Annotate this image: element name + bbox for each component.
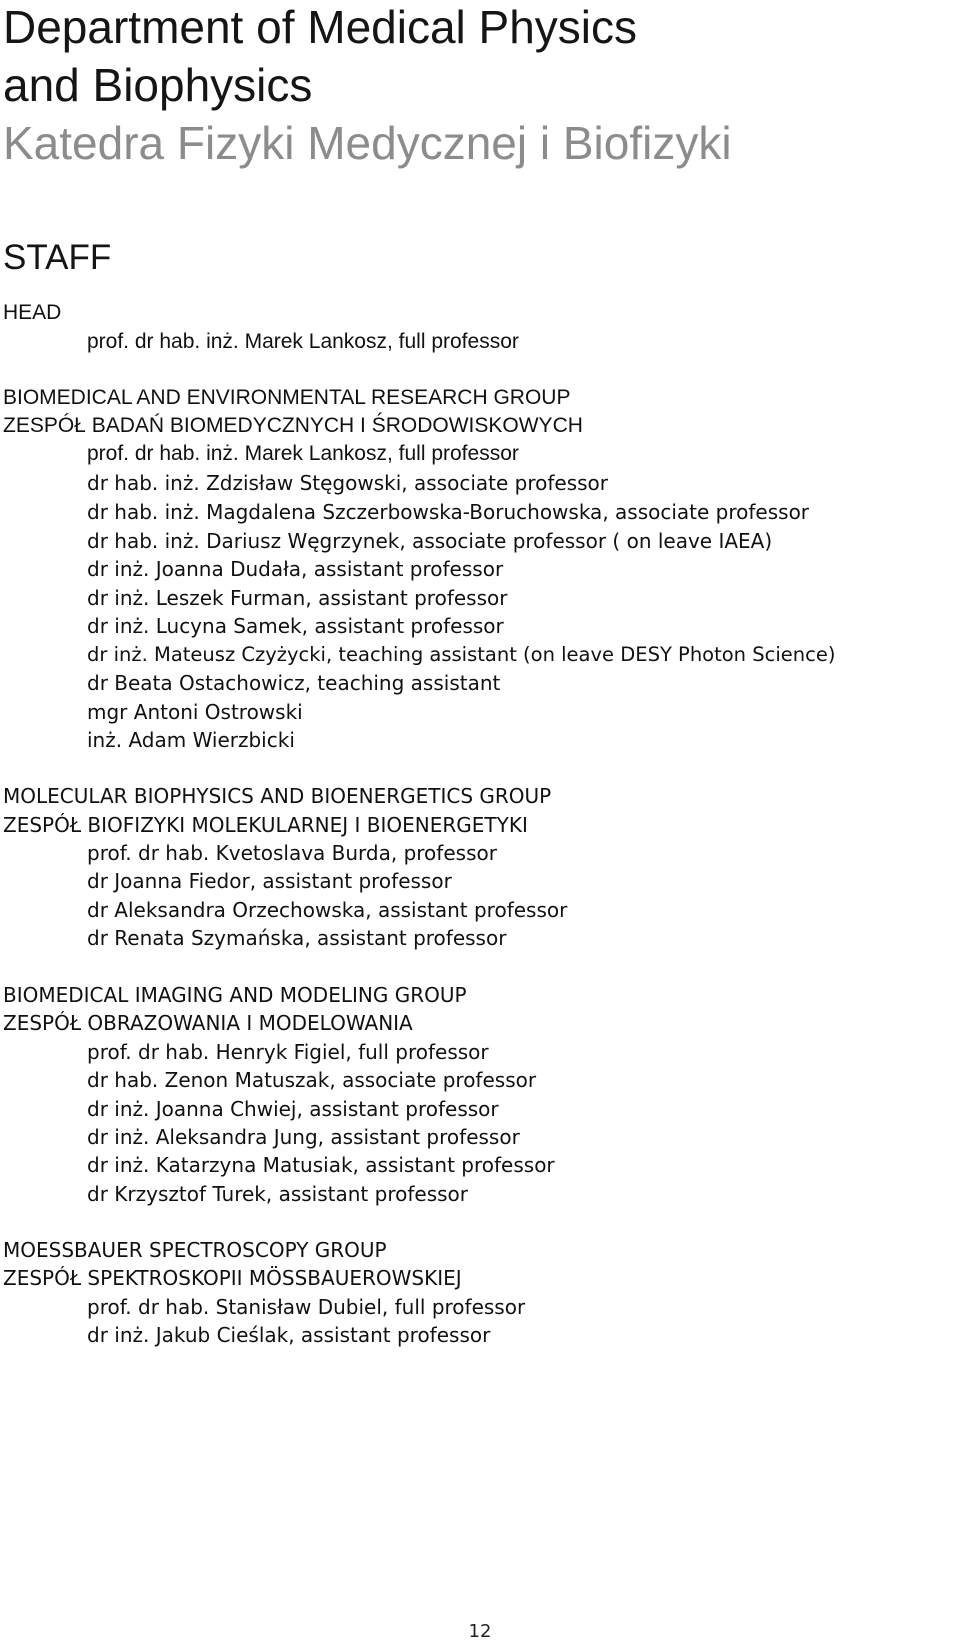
staff-member: dr hab. inż. Zdzisław Stęgowski, associate professor xyxy=(87,471,608,495)
head-label: HEAD xyxy=(3,301,62,324)
group-heading-pl: ZESPÓŁ SPEKTROSKOPII MÖSSBAUEROWSKIEJ xyxy=(3,1266,462,1290)
staff-member: dr Krzysztof Turek, assistant professor xyxy=(87,1182,468,1206)
department-title-pl: Katedra Fizyki Medycznej i Biofizyki xyxy=(3,117,732,169)
staff-member: dr inż. Lucyna Samek, assistant professor xyxy=(87,614,504,638)
staff-member: dr inż. Aleksandra Jung, assistant professor xyxy=(87,1125,520,1149)
staff-member: dr hab. inż. Dariusz Węgrzynek, associate professor ( on leave IAEA) xyxy=(87,529,773,553)
staff-member: dr inż. Jakub Cieślak, assistant professor xyxy=(87,1323,491,1347)
staff-member: dr Joanna Fiedor, assistant professor xyxy=(87,869,452,893)
staff-member: dr Aleksandra Orzechowska, assistant professor xyxy=(87,898,568,922)
staff-member: mgr Antoni Ostrowski xyxy=(87,700,303,724)
group-heading-en: BIOMEDICAL AND ENVIRONMENTAL RESEARCH GROUP xyxy=(3,386,571,409)
page-number: 12 xyxy=(468,1621,492,1642)
staff-heading: STAFF xyxy=(3,238,112,277)
department-title-en-line1: Department of Medical Physics xyxy=(3,1,638,53)
staff-member: inż. Adam Wierzbicki xyxy=(87,728,295,752)
staff-member: prof. dr hab. Kvetoslava Burda, professor xyxy=(87,841,497,865)
staff-member: dr Beata Ostachowicz, teaching assistant xyxy=(87,671,501,695)
staff-member: dr inż. Joanna Dudała, assistant professor xyxy=(87,557,504,581)
group-heading-pl: ZESPÓŁ BIOFIZYKI MOLEKULARNEJ I BIOENERGETYKI xyxy=(3,813,528,837)
group-heading-pl: ZESPÓŁ BADAŃ BIOMEDYCZNYCH I ŚRODOWISKOWYCH xyxy=(3,414,583,437)
head-member: prof. dr hab. inż. Marek Lankosz, full professor xyxy=(87,330,519,353)
staff-member: prof. dr hab. Stanisław Dubiel, full professor xyxy=(87,1295,526,1319)
department-title-en xyxy=(3,0,637,114)
group-heading-en: MOLECULAR BIOPHYSICS AND BIOENERGETICS GROUP xyxy=(3,784,552,808)
staff-member: dr inż. Joanna Chwiej, assistant professor xyxy=(87,1097,499,1121)
staff-member: dr hab. inż. Magdalena Szczerbowska-Boruchowska, associate professor xyxy=(87,500,810,524)
staff-member: prof. dr hab. inż. Marek Lankosz, full professor xyxy=(87,442,519,465)
staff-member: dr inż. Mateusz Czyżycki, teaching assistant (on leave DESY Photon Science) xyxy=(87,643,836,666)
group-heading-en: BIOMEDICAL IMAGING AND MODELING GROUP xyxy=(3,983,467,1007)
staff-member: dr Renata Szymańska, assistant professor xyxy=(87,926,507,950)
staff-member: dr inż. Katarzyna Matusiak, assistant professor xyxy=(87,1153,555,1177)
staff-member: dr inż. Leszek Furman, assistant professor xyxy=(87,586,508,610)
staff-member: prof. dr hab. Henryk Figiel, full professor xyxy=(87,1040,489,1064)
staff-member: dr hab. Zenon Matuszak, associate professor xyxy=(87,1068,537,1092)
group-heading-pl: ZESPÓŁ OBRAZOWANIA I MODELOWANIA xyxy=(3,1011,413,1035)
group-heading-en: MOESSBAUER SPECTROSCOPY GROUP xyxy=(3,1238,387,1262)
department-title-en-line2: and Biophysics xyxy=(3,59,313,111)
